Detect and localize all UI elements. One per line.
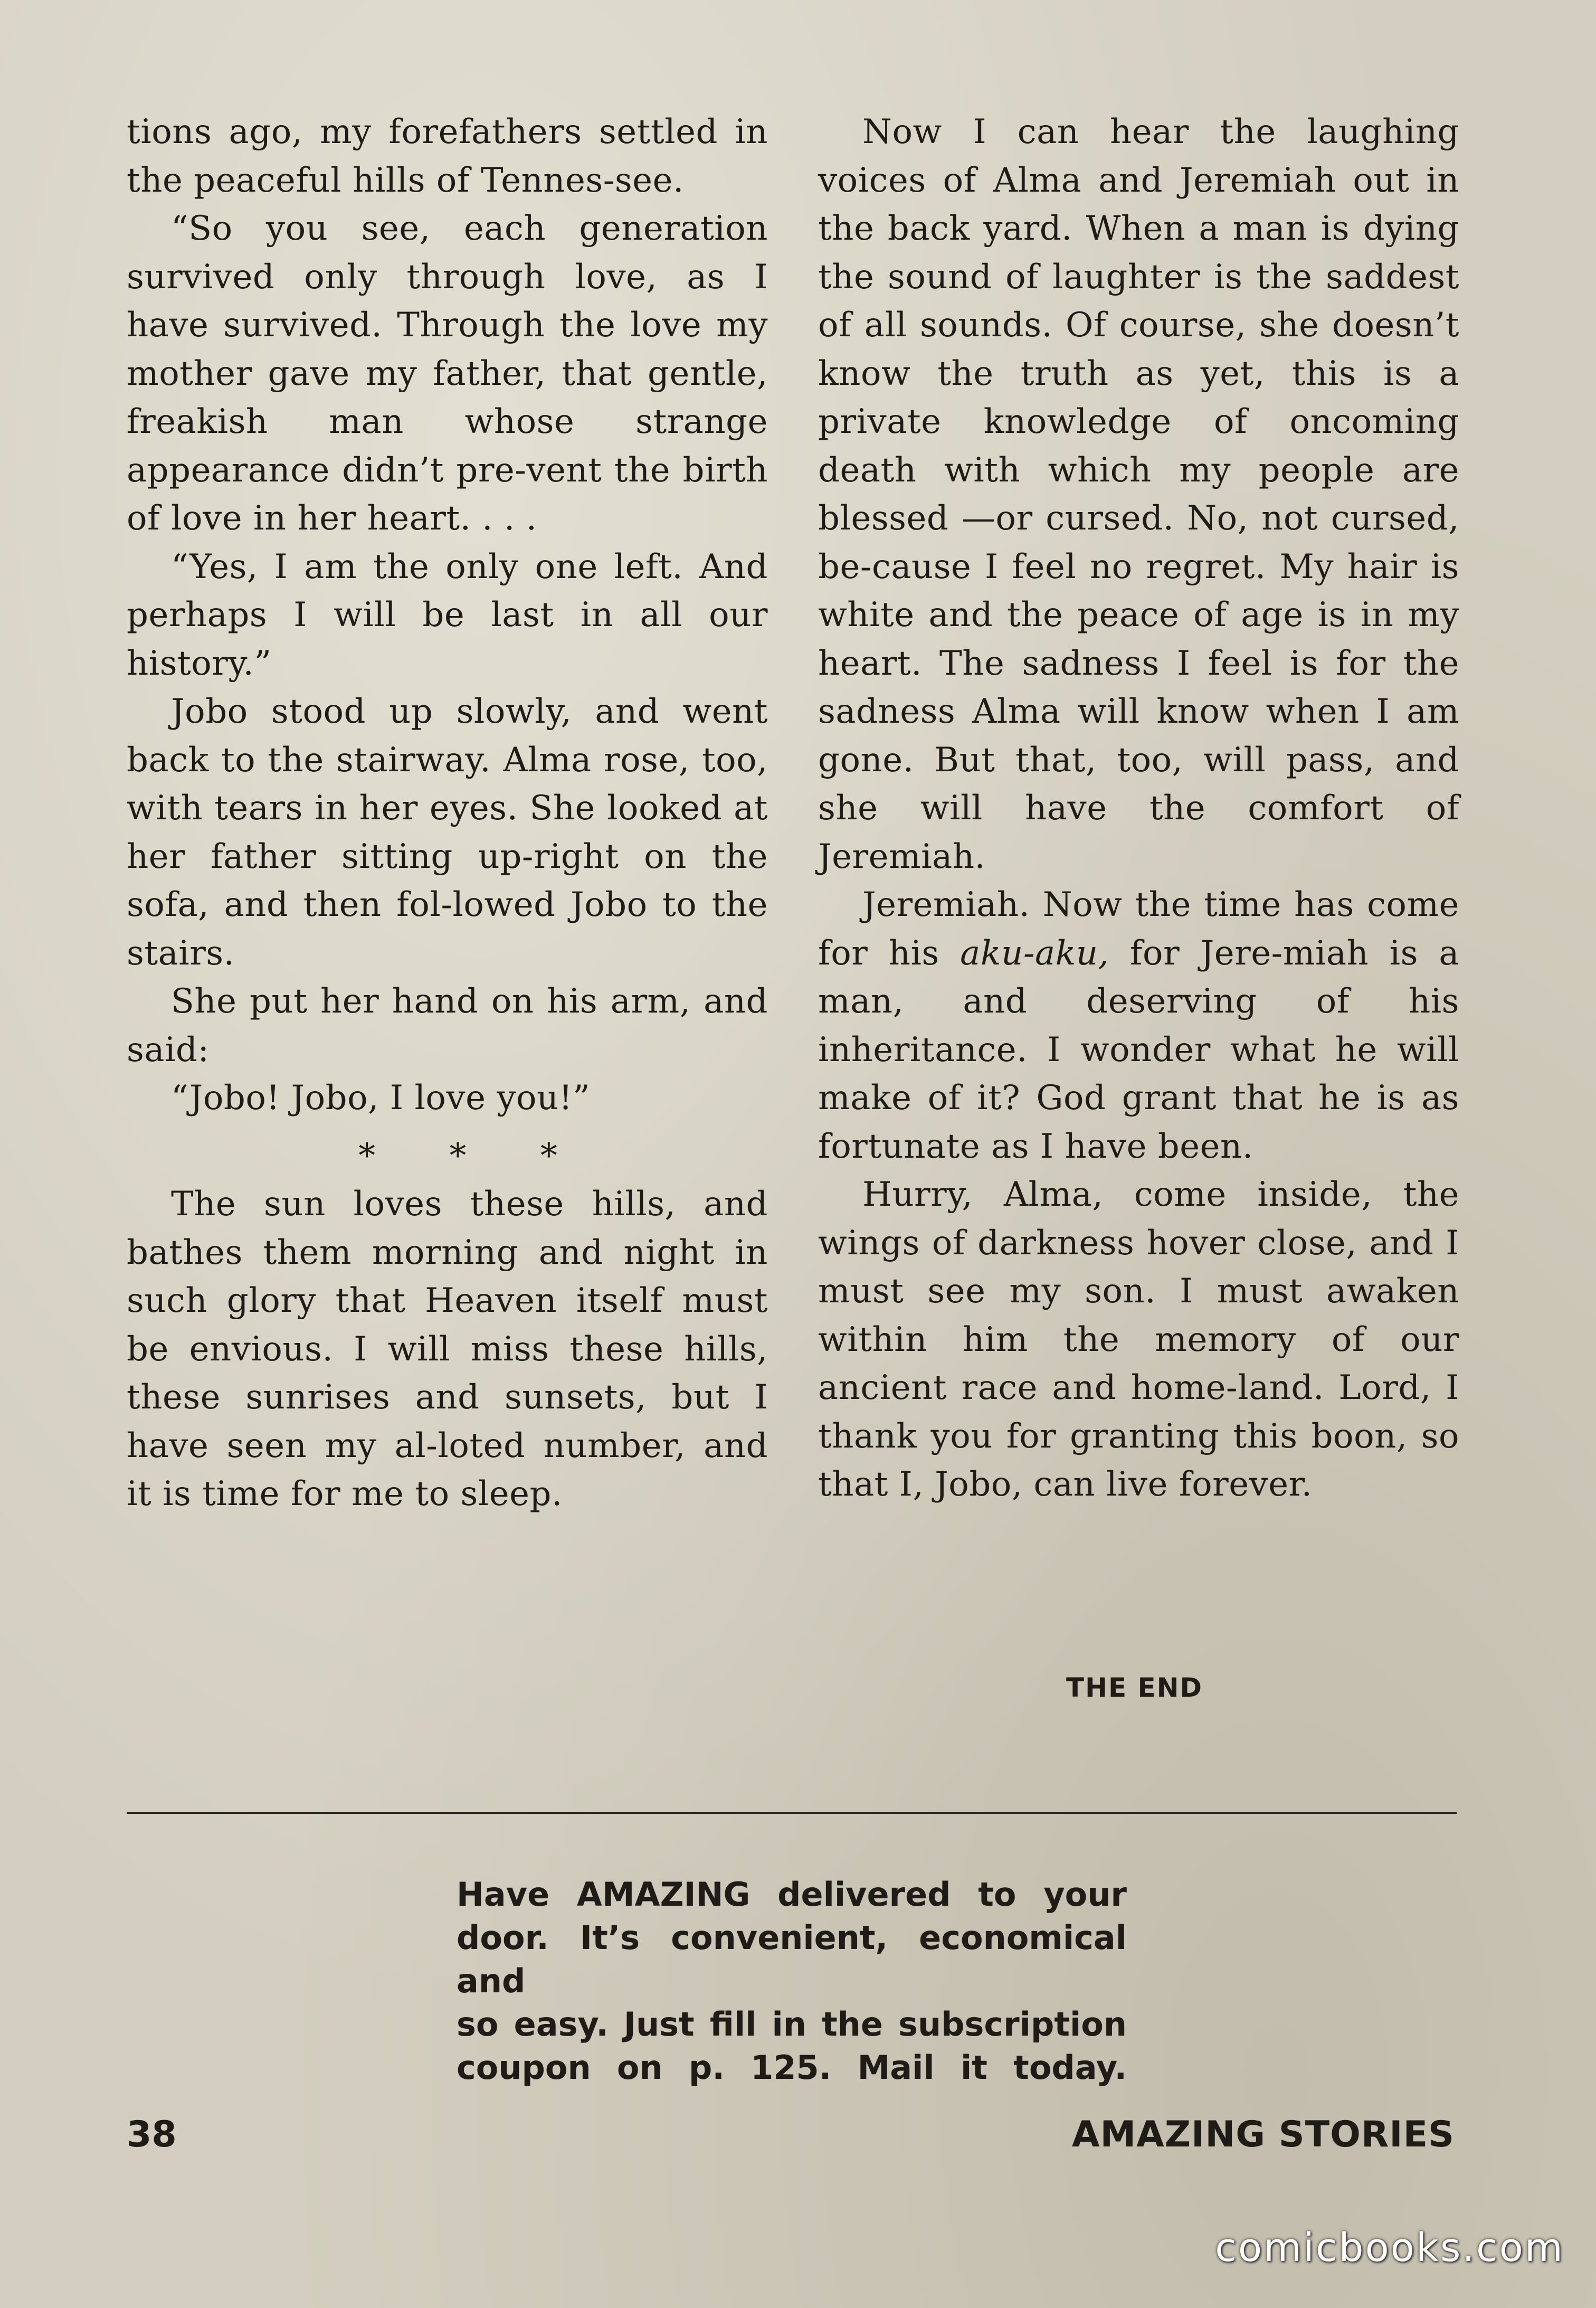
- promo-line: Have AMAZING delivered to your: [457, 1875, 1127, 1914]
- paragraph: “So you see, each generation survived only through love, as I have survived. Through the love my mother gave my father, that gentle, freakish man whose strange appearance didn’t pre-vent the birth of love in her heart. . . .: [127, 209, 768, 538]
- site-watermark: comicbooks.com: [1215, 2225, 1564, 2271]
- left-text-column: [127, 108, 768, 1519]
- paragraph-aku-aku: [818, 881, 1459, 1171]
- text-run: for Jere-miah is a man, and deserving of his inheritance. I wonder what he will make of it? God grant that he is as fortunate as I have been.: [818, 933, 1459, 1166]
- magazine-title-footer: AMAZING STORIES: [1071, 2114, 1455, 2155]
- text-run: Jeremiah. Now the time has come for his: [818, 885, 1459, 973]
- right-text-column: [818, 108, 1459, 1509]
- paragraph: tions ago, my forefathers settled in the peaceful hills of Tennes-see.: [127, 112, 768, 200]
- paragraph: Jobo stood up slowly, and went back to the stairway. Alma rose, too, with tears in her eyes. She looked at her father sitting up-right on the sofa, and then fol-lowed Jobo to the stairs.: [127, 692, 768, 973]
- promo-line: door. It’s convenient, economical and: [457, 1918, 1127, 2000]
- subscription-promo: [457, 1873, 1127, 2089]
- italic-term: aku-aku,: [960, 933, 1109, 973]
- paragraph: She put her hand on his arm, and said:: [127, 982, 768, 1070]
- paragraph: The sun loves these hills, and bathes them morning and night in such glory that Heaven itself must be envious. I will miss these hills, these sunrises and sunsets, but I have seen my al-loted number, and it is time for me to sleep.: [127, 1185, 768, 1514]
- page-number: 38: [127, 2114, 177, 2155]
- section-break-asterisks: * * *: [358, 1136, 589, 1176]
- promo-line: coupon on p. 125. Mail it today.: [457, 2048, 1127, 2087]
- paragraph: Hurry, Alma, come inside, the wings of darkness hover close, and I must see my son. I must awaken within him the memory of our ancient race and home-land. Lord, I thank you for granting this boon, so that I, Jobo, can live forever.: [818, 1175, 1459, 1504]
- paragraph: “Yes, I am the only one left. And perhaps I will be last in all our history.”: [127, 547, 768, 683]
- the-end-label: THE END: [1066, 1672, 1203, 1703]
- promo-line: so easy. Just fill in the subscription: [457, 2005, 1127, 2044]
- horizontal-rule: [127, 1812, 1457, 1814]
- paragraph: “Jobo! Jobo, I love you!”: [171, 1079, 591, 1118]
- paragraph: Now I can hear the laughing voices of Alma and Jeremiah out in the back yard. When a man is dying the sound of laughter is the saddest of all sounds. Of course, she doesn’t know the truth as yet, this is a private knowledge of oncoming death with which my people are blessed —or cursed. No, not cursed, be-cause I feel no regret. My hair is white and the peace of age is in my heart. The sadness I feel is for the sadness Alma will know when I am gone. But that, too, will pass, and she will have the comfort of Jeremiah.: [818, 112, 1459, 876]
